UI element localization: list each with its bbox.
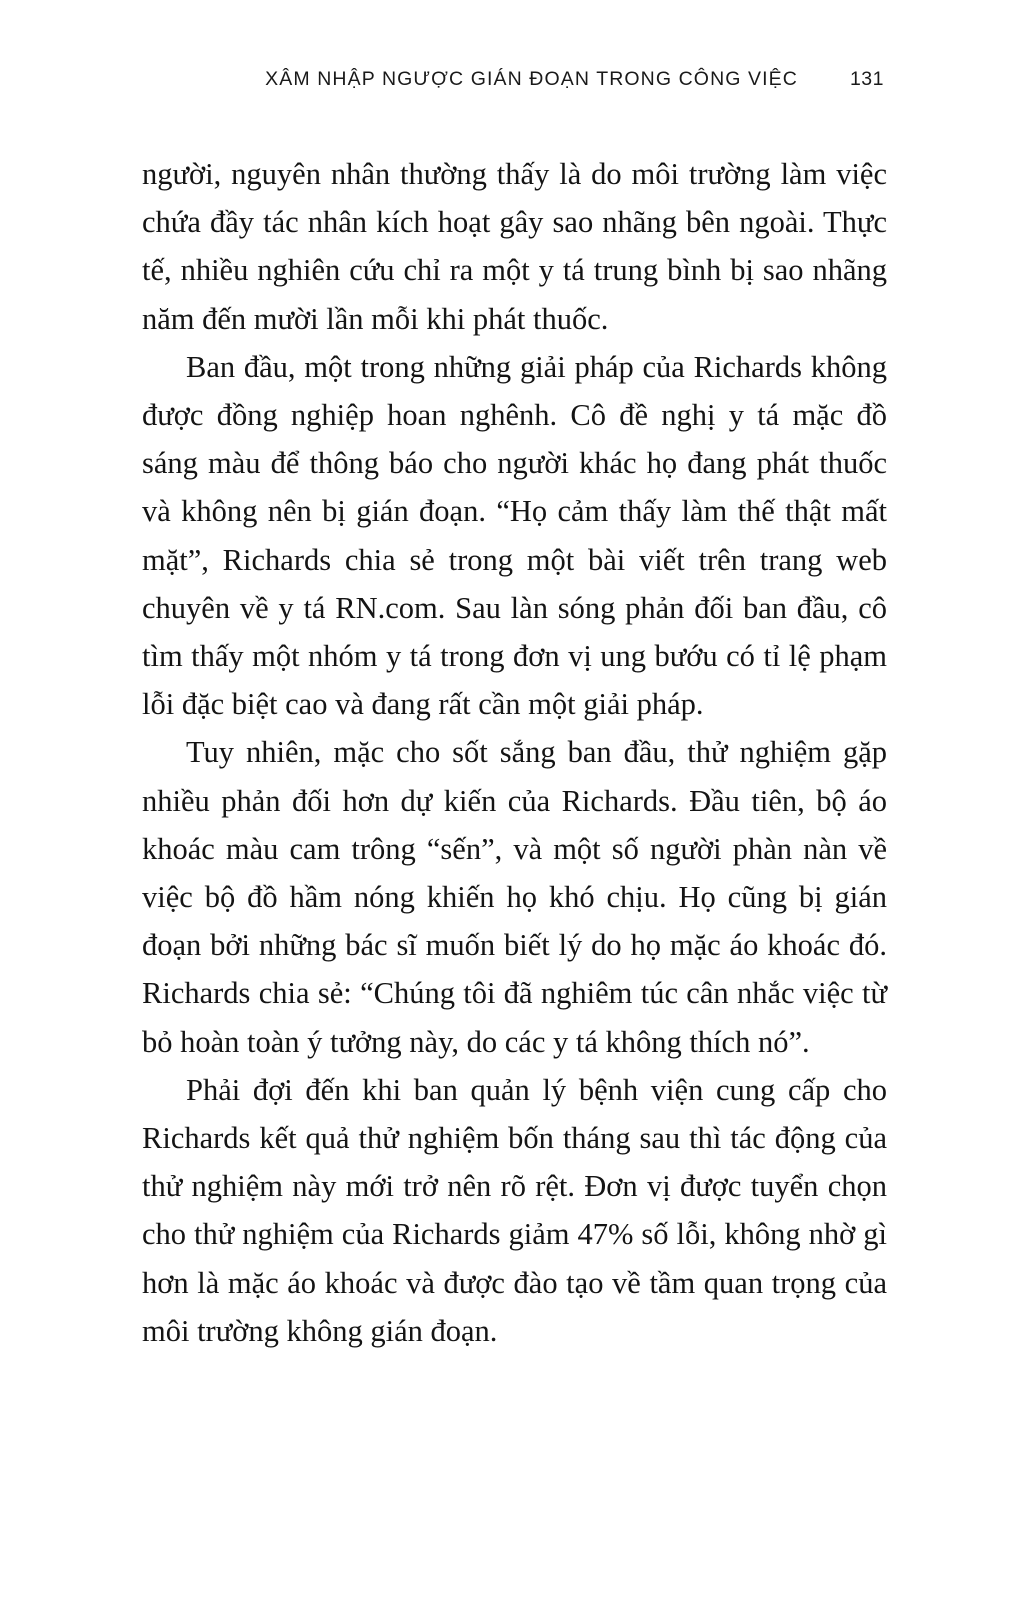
running-head xyxy=(140,68,884,91)
paragraph: Phải đợi đến khi ban quản lý bệnh viện cung cấp cho Richards kết quả thử nghiệm bốn tháng sau thì tác động của thử nghiệm này mới trở nên rõ rệt. Đơn vị được tuyển chọn cho thử nghiệm của Richards giảm 47% số lỗi, không nhờ gì hơn là mặc áo khoác và được đào tạo về tầm quan trọng của môi trường không gián đoạn. xyxy=(142,1072,887,1348)
paragraph: người, nguyên nhân thường thấy là do môi trường làm việc chứa đầy tác nhân kích hoạt gây sao nhãng bên ngoài. Thực tế, nhiều nghiên cứu chỉ ra một y tá trung bình bị sao nhãng năm đến mười lần mỗi khi phát thuốc. xyxy=(142,157,887,336)
page-number: 131 xyxy=(849,68,884,90)
paragraph: Ban đầu, một trong những giải pháp của Richards không được đồng nghiệp hoan nghênh. Cô đề nghị y tá mặc đồ sáng màu để thông báo cho người khác họ đang phát thuốc và không nên bị gián đoạn. “Họ cảm thấy làm thế thật mất mặt”, Richards chia sẻ trong một bài viết trên trang web chuyên về y tá RN.com. Sau làn sóng phản đối ban đầu, cô tìm thấy một nhóm y tá trong đơn vị ung bướu có tỉ lệ phạm lỗi đặc biệt cao và đang rất cần một giải pháp. xyxy=(142,349,887,722)
paragraph: Tuy nhiên, mặc cho sốt sắng ban đầu, thử nghiệm gặp nhiều phản đối hơn dự kiến của Richards. Đầu tiên, bộ áo khoác màu cam trông “sến”, và một số người phàn nàn về việc bộ đồ hầm nóng khiến họ khó chịu. Họ cũng bị gián đoạn bởi những bác sĩ muốn biết lý do họ mặc áo khoác đó. Richards chia sẻ: “Chúng tôi đã nghiêm túc cân nhắc việc từ bỏ hoàn toàn ý tưởng này, do các y tá không thích nó”. xyxy=(142,735,887,1059)
running-head-title: XÂM NHẬP NGƯỢC GIÁN ĐOẠN TRONG CÔNG VIỆC xyxy=(265,68,798,90)
body-text-column xyxy=(142,150,887,1355)
